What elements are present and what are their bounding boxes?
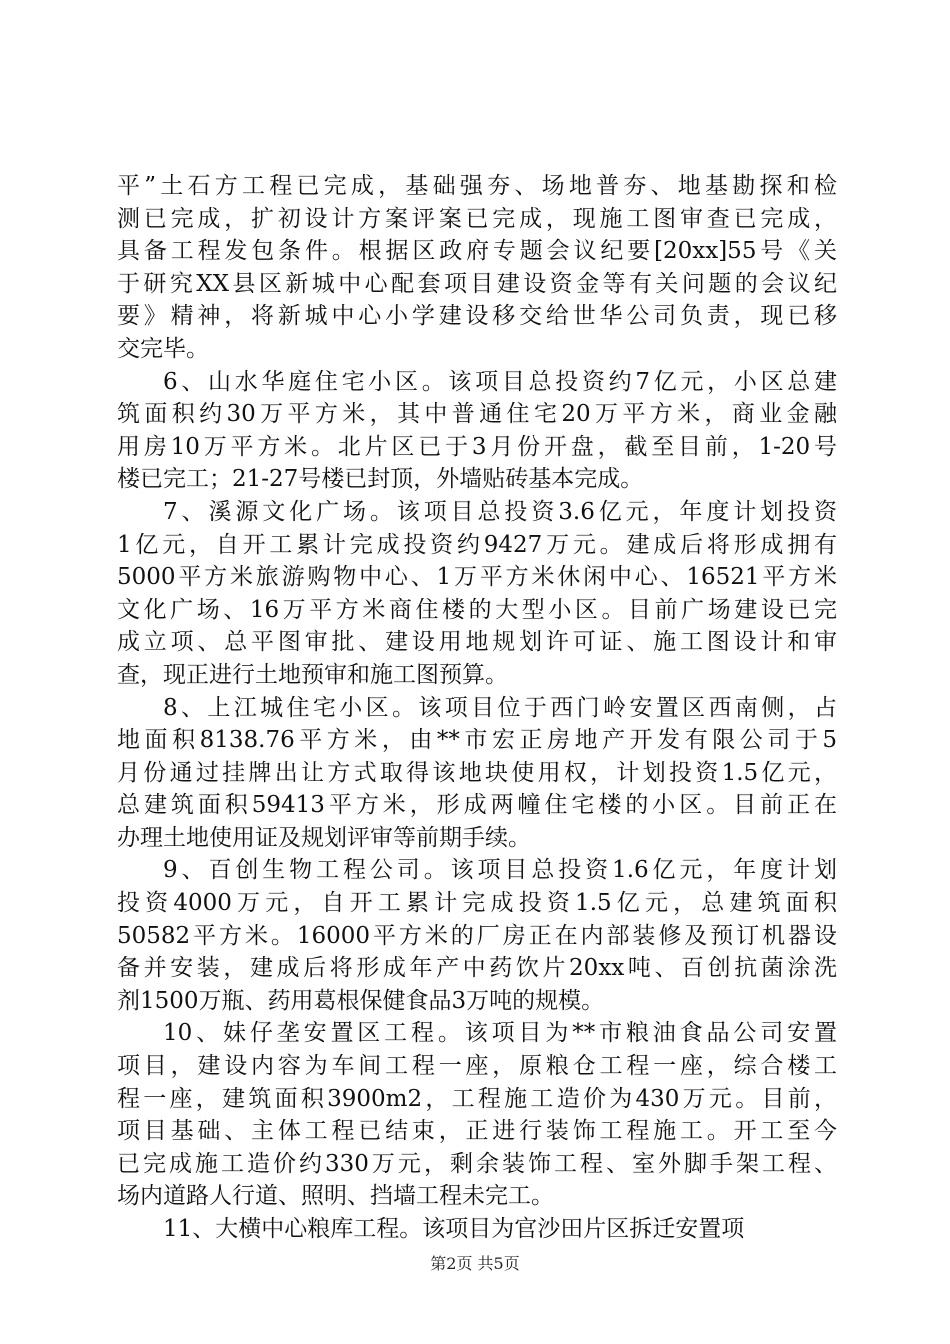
- text-line: 6、山水华庭住宅小区。该项目总投资约7亿元，小区总建: [163, 368, 837, 395]
- text-line: 文化广场、16万平方米商住楼的大型小区。目前广场建设已完: [117, 596, 837, 623]
- paragraph: [117, 1017, 837, 1213]
- text-line: 平”土石方工程已完成，基础强夯、场地普夯、地基勘探和检: [117, 173, 837, 199]
- text-line: 用房10万平方米。北片区已于3月份开盘，截至目前，1-20号: [117, 433, 837, 460]
- text-line: 场内道路人行道、照明、挡墙工程未完工。: [117, 1183, 554, 1210]
- text-line: 成立项、总平图审批、建设用地规划许可证、施工图设计和审: [117, 629, 837, 656]
- text-line: 11、大横中心粮库工程。该项目为官沙田片区拆迁安置项: [163, 1216, 745, 1242]
- text-line: 要》精神，将新城中心小学建设移交给世华公司负责，现已移: [117, 303, 837, 330]
- text-line: 地面积8138.76平方米，由**市宏正房地产开发有限公司于5: [117, 727, 837, 754]
- text-line: 具备工程发包条件。根据区政府专题会议纪要[20xx]55号《关: [117, 238, 837, 265]
- text-line: 7、溪源文化广场。该项目总投资3.6亿元，年度计划投资: [163, 498, 837, 525]
- text-line: 9、百创生物工程公司。该项目总投资1.6亿元，年度计划: [163, 857, 837, 884]
- page-footer: 第2页 共5页: [430, 1254, 520, 1273]
- text-line: 月份通过挂牌出让方式取得该地块使用权，计划投资1.5亿元，: [117, 759, 837, 786]
- paragraph: [117, 366, 837, 496]
- text-line: 交完毕。: [117, 335, 209, 362]
- paragraph: [117, 170, 837, 366]
- text-line: 10、妹仔垄安置区工程。该项目为**市粮油食品公司安置: [163, 1020, 837, 1047]
- text-line: 总建筑面积59413平方米，形成两幢住宅楼的小区。目前正在: [117, 792, 837, 819]
- document-body: [117, 170, 837, 1246]
- text-line: 剂1500万瓶、药用葛根保健食品3万吨的规模。: [117, 987, 605, 1014]
- text-line: 项目基础、主体工程已结束，正进行装饰工程施工。开工至今: [117, 1118, 837, 1145]
- paragraph: [117, 854, 837, 1017]
- text-line: 办理土地使用证及规划评审等前期手续。: [117, 824, 531, 851]
- text-line: 查，现正进行土地预审和施工图预算。: [117, 661, 508, 688]
- text-line: 于研究XX县区新城中心配套项目建设资金等有关问题的会议纪: [117, 270, 837, 297]
- paragraph: [117, 692, 837, 855]
- text-line: 备并安装，建成后将形成年产中药饮片20xx吨、百创抗菌涂洗: [117, 955, 837, 982]
- text-line: 筑面积约30万平方米，其中普通住宅20万平方米，商业金融: [117, 401, 837, 428]
- paragraph: [117, 496, 837, 692]
- text-line: 1亿元，自开工累计完成投资约9427万元。建成后将形成拥有: [117, 531, 837, 558]
- text-line: 楼已完工；21-27号楼已封顶，外墙贴砖基本完成。: [117, 466, 644, 493]
- text-line: 程一座，建筑面积3900m2，工程施工造价为430万元。目前，: [117, 1085, 837, 1112]
- text-line: 项目，建设内容为车间工程一座，原粮仓工程一座，综合楼工: [117, 1053, 837, 1080]
- text-line: 5000平方米旅游购物中心、1万平方米休闲中心、16521平方米: [117, 564, 837, 591]
- paragraph: [117, 1213, 837, 1246]
- text-line: 投资4000万元，自开工累计完成投资1.5亿元，总建筑面积: [117, 890, 837, 917]
- text-line: 测已完成，扩初设计方案评案已完成，现施工图审查已完成，: [117, 205, 837, 232]
- text-line: 8、上江城住宅小区。该项目位于西门岭安置区西南侧，占: [163, 694, 837, 721]
- text-line: 已完成施工造价约330万元，剩余装饰工程、室外脚手架工程、: [117, 1150, 837, 1177]
- text-line: 50582平方米。16000平方米的厂房正在内部装修及预订机器设: [117, 922, 837, 949]
